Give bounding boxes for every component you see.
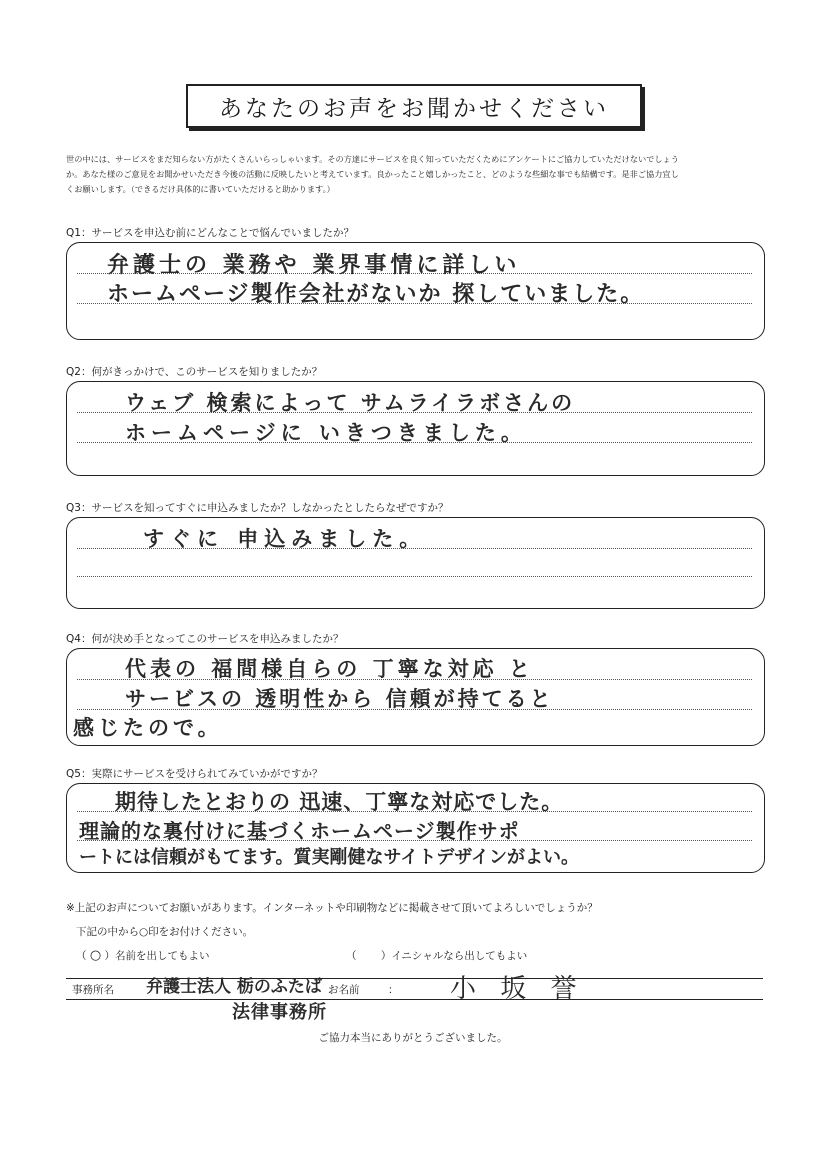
answer-box-q3[interactable]	[66, 517, 765, 609]
handwritten-answer-line: ートには信頼がもてます。質実剛健なサイトデザインがよい。	[79, 847, 580, 868]
publication-instruction: 下記の中から○印をお付けください。	[76, 926, 254, 938]
paren-close: ）	[101, 950, 116, 962]
publication-notice: ※上記のお声についてお願いがあります。インターネットや印刷物などに掲載させて頂いてよろしいでしょうか？	[66, 902, 598, 914]
intro-line: か。あなた様のご意見をお聞かせいただき今後の活動に反映したいと考えています。良かったこと嬉しかったこと、どのような些細な事でも結構です。是非ご協力宜し	[66, 169, 679, 179]
handwritten-answer-line: 弁護士の 業務や 業界事情に詳しい	[107, 252, 521, 278]
thanks-message: ご協力本当にありがとうございました。	[318, 1032, 508, 1044]
handwritten-answer-line: 理論的な裏付けに基づくホームページ製作サポ	[79, 819, 520, 843]
answer-box-q2[interactable]	[66, 381, 765, 476]
question-label-q2: Q2：何がきっかけで、このサービスを知りましたか？	[66, 366, 323, 378]
question-label-q1: Q1：サービスを申込む前にどんなことで悩んでいましたか？	[66, 227, 354, 239]
handwritten-respondent-name: 小 坂 誉	[450, 974, 585, 1004]
consent-option-label: 名前を出してもよい	[115, 950, 210, 962]
answer-box-q4[interactable]	[66, 648, 765, 746]
question-label-q5: Q5：実際にサービスを受けられてみていかがですか？	[66, 768, 323, 780]
paren-open: （	[346, 950, 360, 962]
circle-mark: ○	[89, 948, 102, 963]
name-label: お名前	[328, 984, 360, 996]
consent-option-label: イニシャルなら出してもよい	[391, 950, 528, 962]
handwritten-answer-line: 代表の 福間様自らの 丁寧な対応 と	[125, 656, 534, 681]
page-title: あなたのお声をお聞かせください	[186, 84, 642, 128]
handwritten-answer-line: ホームページ製作会社がないか 探していました。	[107, 281, 645, 307]
office-label: 事務所名	[72, 984, 114, 996]
intro-line: 世の中には、サービスをまだ知らない方がたくさんいらっしゃいます。その方達にサービスを良く知っていただくためにアンケートにご協力していただけないでしょう	[66, 154, 679, 164]
question-label-q3: Q3：サービスを知ってすぐに申込みましたか？しなかったとしたらなぜですか？	[66, 502, 449, 514]
handwritten-office-name-line2: 法律事務所	[232, 1002, 327, 1023]
name-colon: ：	[388, 984, 399, 996]
handwritten-office-name: 弁護士法人 栃のふたば	[146, 977, 322, 997]
consent-option-initials[interactable]	[346, 948, 527, 963]
intro-line: くお願いします。（できるだけ具体的に書いていただけると助かります。）	[66, 184, 335, 194]
intro-text	[66, 152, 772, 197]
question-label-q4: Q4：何が決め手となってこのサービスを申込みましたか？	[66, 633, 344, 645]
handwritten-answer-line: 感じたので。	[73, 715, 223, 740]
answer-box-q5[interactable]	[66, 783, 765, 873]
handwritten-answer-line: すぐに 申込みました。	[143, 526, 427, 551]
paren-open: （	[76, 950, 90, 962]
ruled-line	[77, 576, 752, 577]
handwritten-answer-line: ホームページに いきつきました。	[125, 420, 527, 445]
consent-option-name[interactable]	[76, 948, 210, 963]
handwritten-answer-line: サービスの 透明性から 信頼が持てると	[125, 686, 554, 711]
answer-box-q1[interactable]	[66, 242, 765, 340]
handwritten-answer-line: ウェブ 検索によって サムライラボさんの	[125, 390, 576, 415]
paren-close: ）	[359, 950, 392, 962]
handwritten-answer-line: 期待したとおりの 迅速、丁寧な対応でした。	[115, 789, 564, 814]
